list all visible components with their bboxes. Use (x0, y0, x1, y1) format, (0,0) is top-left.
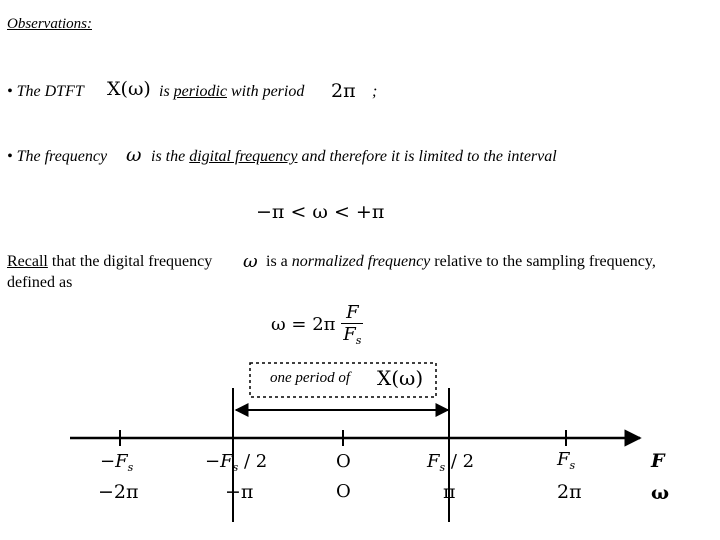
axis-label-fs (557, 449, 575, 472)
axis-label-sub: s (232, 461, 239, 474)
bullet-1-with-period: with period (231, 83, 305, 100)
period-box-text: one period of (270, 370, 350, 386)
formula-lhs: ω = 2π (271, 314, 336, 335)
bullet-2-tail: and therefore it is limited to the interval (301, 148, 557, 165)
axis-label-suffix: / 2 (445, 451, 475, 472)
axis-label-text: F (427, 451, 440, 472)
formula-denominator-base: F (343, 324, 356, 345)
period-box-symbol: X(ω) (377, 366, 424, 390)
recall-part-2: is a (266, 253, 288, 270)
recall-line-2: defined as (7, 274, 73, 291)
bullet-2-is-the: is the (151, 148, 186, 165)
bullet-1-is: is (159, 83, 170, 100)
omega-symbol: ω (126, 144, 142, 166)
recall-part-1: that the digital frequency (51, 253, 213, 270)
axis-label-neg-pi: −π (225, 481, 254, 503)
axis-label-2pi: 2π (557, 481, 582, 503)
axis-label-text: −F (100, 451, 128, 472)
recall-word: Recall (7, 253, 48, 270)
bullet-dot: • (7, 83, 13, 100)
formula-denominator-sub: s (355, 334, 362, 347)
bullet-1-end: ; (372, 83, 378, 100)
interval-expression: −π < ω < +π (256, 201, 385, 223)
axis-label-pi: π (443, 481, 456, 503)
axis-label-sub: s (569, 459, 576, 472)
axis-label-text: F (557, 449, 570, 470)
recall-omega-symbol: ω (243, 251, 258, 272)
axis-label-neg-2pi: −2π (98, 481, 139, 503)
bullet-2-lead: The frequency (16, 148, 108, 165)
axis-label-sub: s (127, 461, 134, 474)
axis-end-label-omega: ω (651, 482, 670, 504)
axis-label-neg-fs (100, 451, 133, 474)
bullet-1-lead: The DTFT (16, 83, 84, 100)
axis-label-text: O (336, 451, 351, 472)
dtft-symbol: X(ω) (107, 78, 151, 100)
axis-end-label-f: F (651, 450, 665, 472)
axis-label-fs-half (427, 451, 474, 474)
axis-label-suffix: / 2 (238, 451, 268, 472)
observations-title: Observations: (7, 16, 92, 32)
normalized-frequency-word: normalized frequency (291, 253, 431, 270)
axis-label-neg-fs-half (205, 451, 267, 474)
period-box (250, 363, 436, 397)
digital-frequency-word: digital frequency (189, 148, 298, 165)
formula-numerator: F (346, 302, 359, 323)
axis-label-text: −F (205, 451, 233, 472)
axis-label-origin-omega: O (336, 481, 351, 502)
bullet-dot: • (7, 148, 13, 165)
period-value: 2π (331, 80, 356, 102)
recall-part-3: relative to the sampling frequency, (434, 253, 656, 270)
periodic-word: periodic (173, 83, 227, 100)
axis-label-origin-f (336, 451, 351, 472)
axis-label-sub: s (439, 461, 446, 474)
